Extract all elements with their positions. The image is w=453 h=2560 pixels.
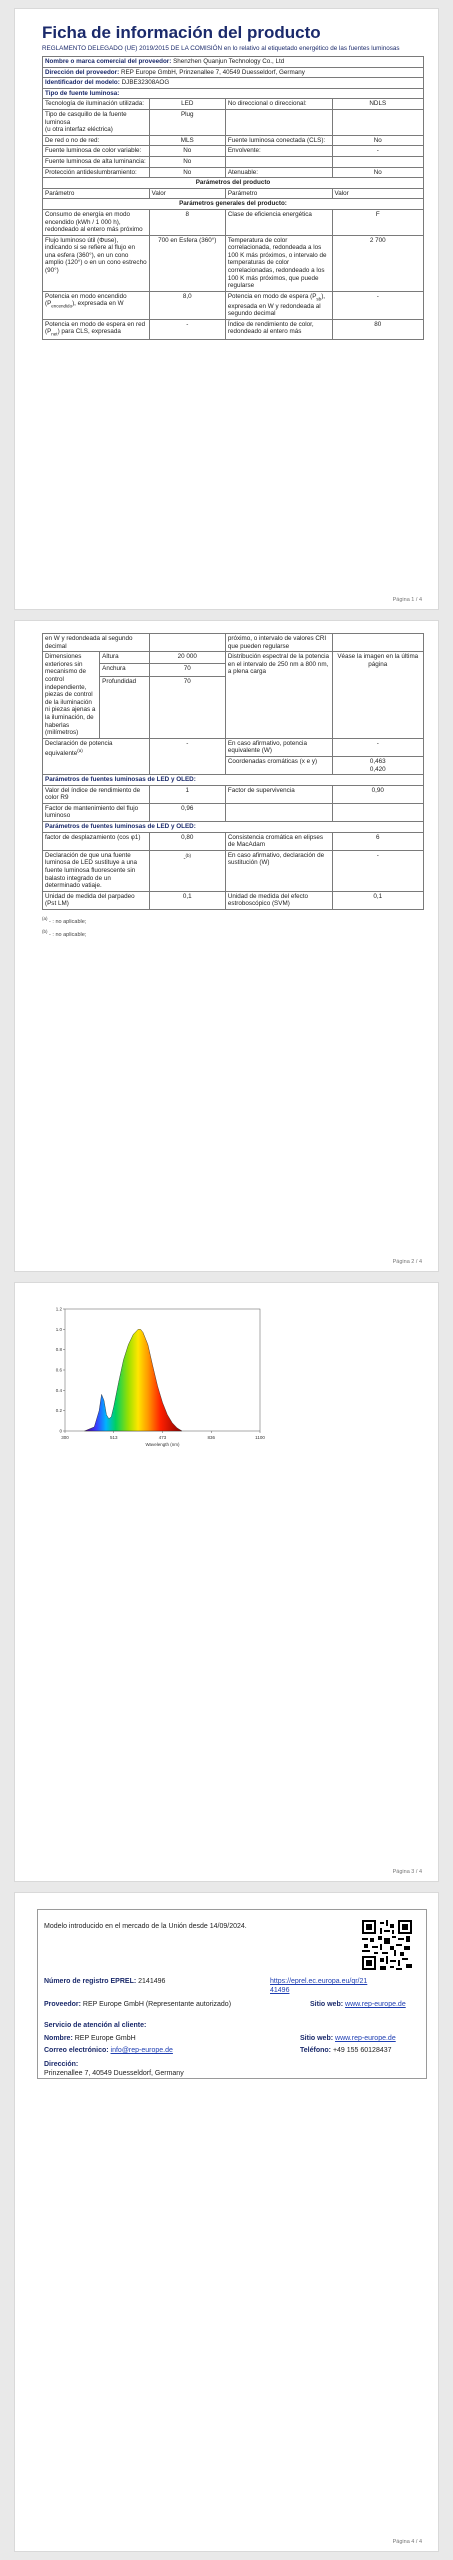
cell: sb <box>316 296 322 302</box>
cell: En caso afirmativo, declaración de sustitución (W) <box>225 850 332 891</box>
table-row <box>43 209 424 235</box>
cell: 0,80 <box>149 832 225 850</box>
section-general: Parámetros generales del producto: <box>43 199 424 210</box>
cell: - <box>332 146 423 157</box>
cell: Envolvente: <box>225 146 332 157</box>
table-row <box>43 738 424 756</box>
service-label: Servicio de atención al cliente: <box>44 2022 147 2029</box>
x-tick-label: 836 <box>207 1435 216 1440</box>
cell: - <box>149 319 225 339</box>
intro-text: Modelo introducido en el mercado de la Unión desde 14/09/2024. <box>44 1923 247 1930</box>
cell: No <box>149 146 225 157</box>
table-row <box>43 135 424 146</box>
cell: 8,0 <box>149 291 225 319</box>
cell: Declaración de potencia equivalente <box>45 739 113 758</box>
supplier-value: Shenzhen Quanjun Technology Co., Ltd <box>173 58 285 65</box>
cell: 0,96 <box>149 803 225 821</box>
cell: Protección antideslumbramiento: <box>43 167 150 178</box>
footnote-a-mark: (a) <box>42 916 48 921</box>
spectrum-area <box>85 1329 183 1431</box>
name-label: Nombre: <box>44 2035 73 2042</box>
website-label: Sitio web: <box>310 2001 344 2008</box>
cell: Distribución espectral de la potencia en el intervalo de 250 nm a 800 nm, a plena carga <box>225 652 332 739</box>
cell: - <box>332 850 423 891</box>
x-ticks <box>59 1428 265 1440</box>
cell: Unidad de medida del parpadeo (Pst LM) <box>43 891 150 909</box>
cell: 6 <box>332 832 423 850</box>
cell: (u otra interfaz eléctrica) <box>45 126 113 134</box>
cell: Véase la imagen en la última página <box>332 652 423 739</box>
table-row <box>43 850 424 891</box>
eprel-value: 2141496 <box>138 1978 166 1985</box>
cell: No <box>332 167 423 178</box>
cell: Flujo luminoso útil (Φuse), indicando si se refiere al flujo en una esfera (360°), en un cono amplio (120°) o en un cono estrecho (90°) <box>43 235 150 291</box>
footnote-a: - : no aplicable; <box>49 918 87 925</box>
cell: Fuente luminosa de alta luminancia: <box>43 156 150 167</box>
cell: Clase de eficiencia energética <box>225 209 332 235</box>
footnote-b-mark: (b) <box>42 928 48 934</box>
cell: No <box>149 167 225 178</box>
website-2-label: Sitio web: <box>300 2035 334 2042</box>
table-row <box>43 146 424 157</box>
table-row <box>43 199 424 210</box>
table-row <box>43 57 424 68</box>
cell: Consumo de energía en modo encendido (kWh / 1 000 h), redondeado al entero más próximo <box>43 209 150 235</box>
cell: Atenuable: <box>225 167 332 178</box>
cell: NDLS <box>332 99 423 110</box>
y-tick-label: 0.6 <box>55 1367 62 1373</box>
spectral-chart <box>35 1299 275 1449</box>
y-tick-label: 0.8 <box>55 1347 62 1353</box>
table-row <box>43 188 424 199</box>
cell: 80 <box>332 319 423 339</box>
section-product: Parámetros del producto <box>43 178 424 189</box>
cell: 70 <box>149 664 225 676</box>
header-cell: Valor <box>332 188 423 199</box>
cell: En caso afirmativo, potencia equivalente (W) <box>225 738 332 756</box>
cell: 8 <box>149 209 225 235</box>
cell: próximo, o intervalo de valores CRI que pueden regularse <box>225 634 332 652</box>
supplier-label: Nombre o marca comercial del proveedor: <box>45 58 172 65</box>
cell: 0,463 <box>369 757 386 765</box>
cell: No <box>332 135 423 146</box>
page-number: Página 2 / 4 <box>392 1259 422 1265</box>
eprel-link-line-2[interactable]: 41496 <box>270 1987 290 1994</box>
qr-code-icon <box>362 1920 412 1970</box>
x-tick-label: 300 <box>61 1435 69 1440</box>
name-value: REP Europe GmbH <box>74 2035 136 2042</box>
y-tick-label: 0 <box>59 1428 62 1434</box>
address-label-2: Dirección: <box>44 2061 79 2068</box>
cell: (a) <box>77 748 83 754</box>
cell: 2 700 <box>332 235 423 291</box>
y-tick-label: 1.2 <box>55 1306 62 1312</box>
cell: No <box>149 156 225 167</box>
cell: 0,420 <box>369 765 386 773</box>
x-tick-label: 1100 <box>255 1435 265 1440</box>
cell: Profundidad <box>100 676 150 738</box>
cell: 70 <box>149 676 225 738</box>
cell: Factor de mantenimiento del flujo luminoso <box>43 803 150 821</box>
cell: Declaración de que una fuente luminosa de LED sustituye a una fuente luminosa fluorescente sin balasto integrado de un determinado vatiaje. <box>43 850 150 891</box>
cell: 0,90 <box>332 785 423 803</box>
table-row <box>43 803 424 821</box>
table-row <box>43 785 424 803</box>
table-row <box>43 235 424 291</box>
cell: MLS <box>149 135 225 146</box>
cell: Temperatura de color correlacionada, redondeada a los 100 K más próximos, o intervalo de temperaturas de color correlacionadas, redondeado a los 100 K más próximos, que puede regularse <box>225 235 332 291</box>
footnotes <box>42 914 424 940</box>
model-label: Identificador del modelo: <box>45 79 120 87</box>
cell: Plug <box>149 109 225 135</box>
cell: Valor del índice de rendimiento de color R9 <box>43 785 150 803</box>
table-row <box>43 109 424 135</box>
model-value: DJBE32308AOG <box>121 79 170 87</box>
phone-label: Teléfono: <box>300 2047 331 2054</box>
cell: 1 <box>149 785 225 803</box>
cell: Potencia en modo de espera (P <box>227 292 317 300</box>
cell: (b) <box>185 852 192 858</box>
page-1-content <box>42 23 424 340</box>
cell <box>332 156 423 167</box>
page-number: Página 1 / 4 <box>392 597 422 603</box>
y-tick-label: 0.4 <box>55 1387 62 1393</box>
table-row <box>43 156 424 167</box>
table-row <box>43 178 424 189</box>
cell: Fuente luminosa de color variable: <box>43 146 150 157</box>
section-led: Parámetros de fuentes luminosas de LED y OLED: <box>43 775 424 786</box>
provider-value: REP Europe GmbH (Representante autorizado) <box>82 2001 232 2008</box>
page-number: Página 4 / 4 <box>392 2539 422 2545</box>
x-tick-label: 513 <box>109 1435 118 1440</box>
table-row <box>43 832 424 850</box>
footnote-b: - : no aplicable; <box>49 931 87 938</box>
cell: encendido <box>51 303 73 309</box>
table-row <box>43 634 424 652</box>
phone-value: +49 155 60128437 <box>332 2047 392 2054</box>
cell: factor de desplazamiento (cos φ1) <box>43 832 150 850</box>
cell: Anchura <box>100 664 150 676</box>
cell: en W y redondeada al segundo decimal <box>43 634 150 652</box>
x-axis-label: Wavelength (nm) <box>145 1442 180 1447</box>
cell: F <box>332 209 423 235</box>
cell: Dimensiones exteriores sin mecanismo de control independiente, piezas de control de la iluminación ni piezas ajenas a la iluminación, de haberlas (milímetros) <box>43 652 100 739</box>
table-row <box>43 291 424 319</box>
y-tick-label: 0.2 <box>55 1408 62 1414</box>
y-tick-label: 1.0 <box>55 1326 62 1332</box>
address-value: REP Europe GmbH, Prinzenallee 7, 40549 Duesseldorf, Germany <box>120 68 305 76</box>
eprel-label: Número de registro EPREL: <box>44 1978 137 1985</box>
cell: ), expresada en W y redondeada al segundo decimal <box>227 292 326 318</box>
eprel-link-line-1[interactable]: https://eprel.ec.europa.eu/qr/21 <box>270 1978 368 1985</box>
x-tick-label: 473 <box>158 1435 167 1440</box>
cell: Fuente luminosa conectada (CLS): <box>225 135 332 146</box>
table-row <box>43 88 424 99</box>
email-link[interactable]: info@rep-europe.de <box>110 2047 173 2054</box>
eprel-link[interactable] <box>270 1977 367 1995</box>
cell: De red o no de red: <box>43 135 150 146</box>
page-2-content <box>42 633 424 940</box>
cell: - <box>149 738 225 774</box>
y-ticks <box>56 1307 65 1434</box>
doc-title: Ficha de información del producto <box>42 23 321 42</box>
cell: 20 000 <box>149 652 225 664</box>
table-row <box>43 167 424 178</box>
cell: LED <box>149 99 225 110</box>
page-1 <box>14 8 439 610</box>
address-value-2: Prinzenallee 7, 40549 Duesseldorf, Germany <box>44 2070 184 2077</box>
table-row <box>43 67 424 78</box>
parameters-table-continued <box>42 633 424 910</box>
cell: 0,1 <box>149 891 225 909</box>
section-led-2: Parámetros de fuentes luminosas de LED y OLED: <box>43 822 424 833</box>
website-2-link[interactable]: www.rep-europe.de <box>335 2035 396 2042</box>
page-3 <box>14 1282 439 1882</box>
table-row <box>43 78 424 89</box>
header-cell: Parámetro <box>225 188 332 199</box>
email-label: Correo electrónico: <box>44 2047 109 2054</box>
cell: Potencia en modo encendido (P <box>45 292 127 308</box>
cell: 0,1 <box>332 891 423 909</box>
cell: 700 en Esfera (360°) <box>149 235 225 291</box>
cell: Tipo de casquillo de la fuente luminosa <box>45 110 127 126</box>
cell: Tecnología de iluminación utilizada: <box>43 99 150 110</box>
table-row <box>43 822 424 833</box>
header-cell: Parámetro <box>43 188 150 199</box>
page-2 <box>14 620 439 1272</box>
table-row <box>43 99 424 110</box>
type-label: Tipo de fuente luminosa: <box>43 88 424 99</box>
identification-table <box>42 56 424 340</box>
table-row <box>43 891 424 909</box>
cell: net <box>51 331 58 337</box>
page-number: Página 3 / 4 <box>392 1869 422 1875</box>
cell: Índice de rendimiento de color, redondeado al entero más <box>225 319 332 339</box>
cell: Potencia en modo de espera en red (P <box>45 320 146 336</box>
eprel-info-box <box>37 1909 427 2079</box>
website-link[interactable]: www.rep-europe.de <box>345 2001 406 2008</box>
provider-label: Proveedor: <box>44 2001 81 2008</box>
table-row <box>43 652 424 664</box>
cell: ) para CLS, expresada <box>57 328 121 336</box>
header-cell: Valor <box>149 188 225 199</box>
regulation-text: REGLAMENTO DELEGADO (UE) 2019/2015 DE LA COMISIÓN en lo relativo al etiquetado energético de las fuentes luminosas <box>42 45 400 52</box>
page-4 <box>14 1892 439 2552</box>
address-label: Dirección del proveedor: <box>45 68 120 76</box>
cell: Coordenadas cromáticas (x e y) <box>225 756 332 774</box>
cell: - <box>332 738 423 756</box>
cell: - <box>183 854 186 862</box>
cell: Factor de supervivencia <box>225 785 332 803</box>
table-row <box>43 319 424 339</box>
cell: - <box>332 291 423 319</box>
cell <box>225 156 332 167</box>
cell: Consistencia cromática en elipses de MacAdam <box>225 832 332 850</box>
table-row <box>43 775 424 786</box>
cell: No direccional o direccional: <box>225 99 332 110</box>
cell: Unidad de medida del efecto estroboscópico (SVM) <box>225 891 332 909</box>
cell: ), expresada en W <box>72 300 124 308</box>
cell: Altura <box>100 652 150 664</box>
